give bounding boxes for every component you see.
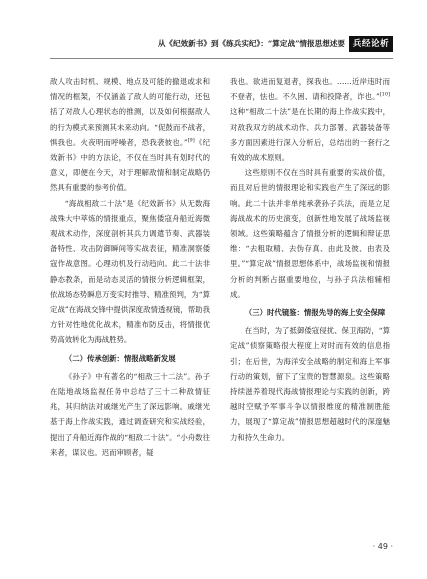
right-column <box>230 74 390 445</box>
paragraph: 《孙子》中有著名的“相敌三十二法”。孙子在陆地战场监视任务中总结了三十二种敌情征兆，其归纳法对戚继光产生了深远影响。戚继光基于海上作战实践，通过调查研究和实战经验，提出了舟船近海作战的“相敌二十法”。“小舟数往来者，谋议也。迟而审顾者，疑 <box>50 371 210 457</box>
section-heading: （二）传承创新：情报战略新发展 <box>64 353 176 363</box>
paragraph: 我也。欲进而复退者，探我也。……近岸违时而不登者，怯也。不久困、请和投降者，诈也。”[10]这种“相敌二十法”是在长期的海上作战实践中，对敌我双方的战术动作、兵力部署、武器装备等多方面因素进行深入分析后，总结出的一套行之有效的战术原则。 <box>230 77 390 163</box>
paragraph: 这些原则不仅在当时具有重要的实战价值，而且对后世的情报理论和实践也产生了深远的影响。此二十法并非单纯承袭孙子兵法，而是立足海战战术的历史演变，创新性地发展了战场监视领域。这些策略蕴含了情报分析的逻辑和辩证思维：“去粗取精、去伪存真、由此及彼、由表及里。”“算定战”情报思想体系中，战场监视和情报分析的判断占据重要地位，与孙子兵法相辅相成。 <box>230 168 390 299</box>
section-heading: （三）时代镜鉴：情报先导的海上安全保障 <box>244 308 386 318</box>
section-tag: 兵经论析 <box>349 36 393 52</box>
paragraph: 敌人攻击时机、规模、地点及可能的撤退或求和情况的框架，不仅涵盖了敌人的可能行动，还包括了对敌人心理状态的推测，以及如何根据敌人的行为模式来预测其未来动向。“促鼓而不战者，惧我也。火夜明而呼噪者，恐我袭彼也。”[9]《纪效新书》中的方法论，不仅在当时具有划时代的意义，即便在今天，对于理解敌情和制定战略仍然具有重要的参考价值。 <box>50 77 210 193</box>
paragraph: “海战相敌二十法”是《纪效新书》从无数海战殊大中萃炼的情报重点，聚焦倭寇舟船近海微观战术动作，深度剖析其兵力调遣节奏、武器装备特性、攻击防御瞬间等实战表征，精准洞察倭寇作战意图。心理动机及行动趋向。此二十法非静态教条，而是动态灵活的情报分析逻辑框架，依战场态势瞬息万变实时推导、精准预判，为“算定战”在海战交锋中提供深度敌情透视镜，帮助我方针对性地优化战术，精准布防反击，将情报优势高效转化为海战胜势。 <box>50 198 210 345</box>
left-column <box>50 74 210 460</box>
paragraph: 在当时，为了抵御倭寇侵扰、保卫海防，“算定战”侦察策略很大程度上对时而有效的信息指引；在后世，为海洋安全战略的制定和海上军事行动的策划，留下了宝贵的智慧源泉。这些策略持续滋养着现代海战情报理论与实践的创新，跨越时空赋予军事斗争以情报维度的精准制胜能力，展现了“算定战”情报思想超越时代的深邃魅力和持久生命力。 <box>230 326 390 442</box>
page-number: · 49 · <box>372 542 393 551</box>
header-rule <box>50 58 393 59</box>
running-header <box>0 36 427 52</box>
running-header-title: 从《纪效新书》到《练兵实纪》：“算定战”情报思想述要 <box>157 39 345 48</box>
